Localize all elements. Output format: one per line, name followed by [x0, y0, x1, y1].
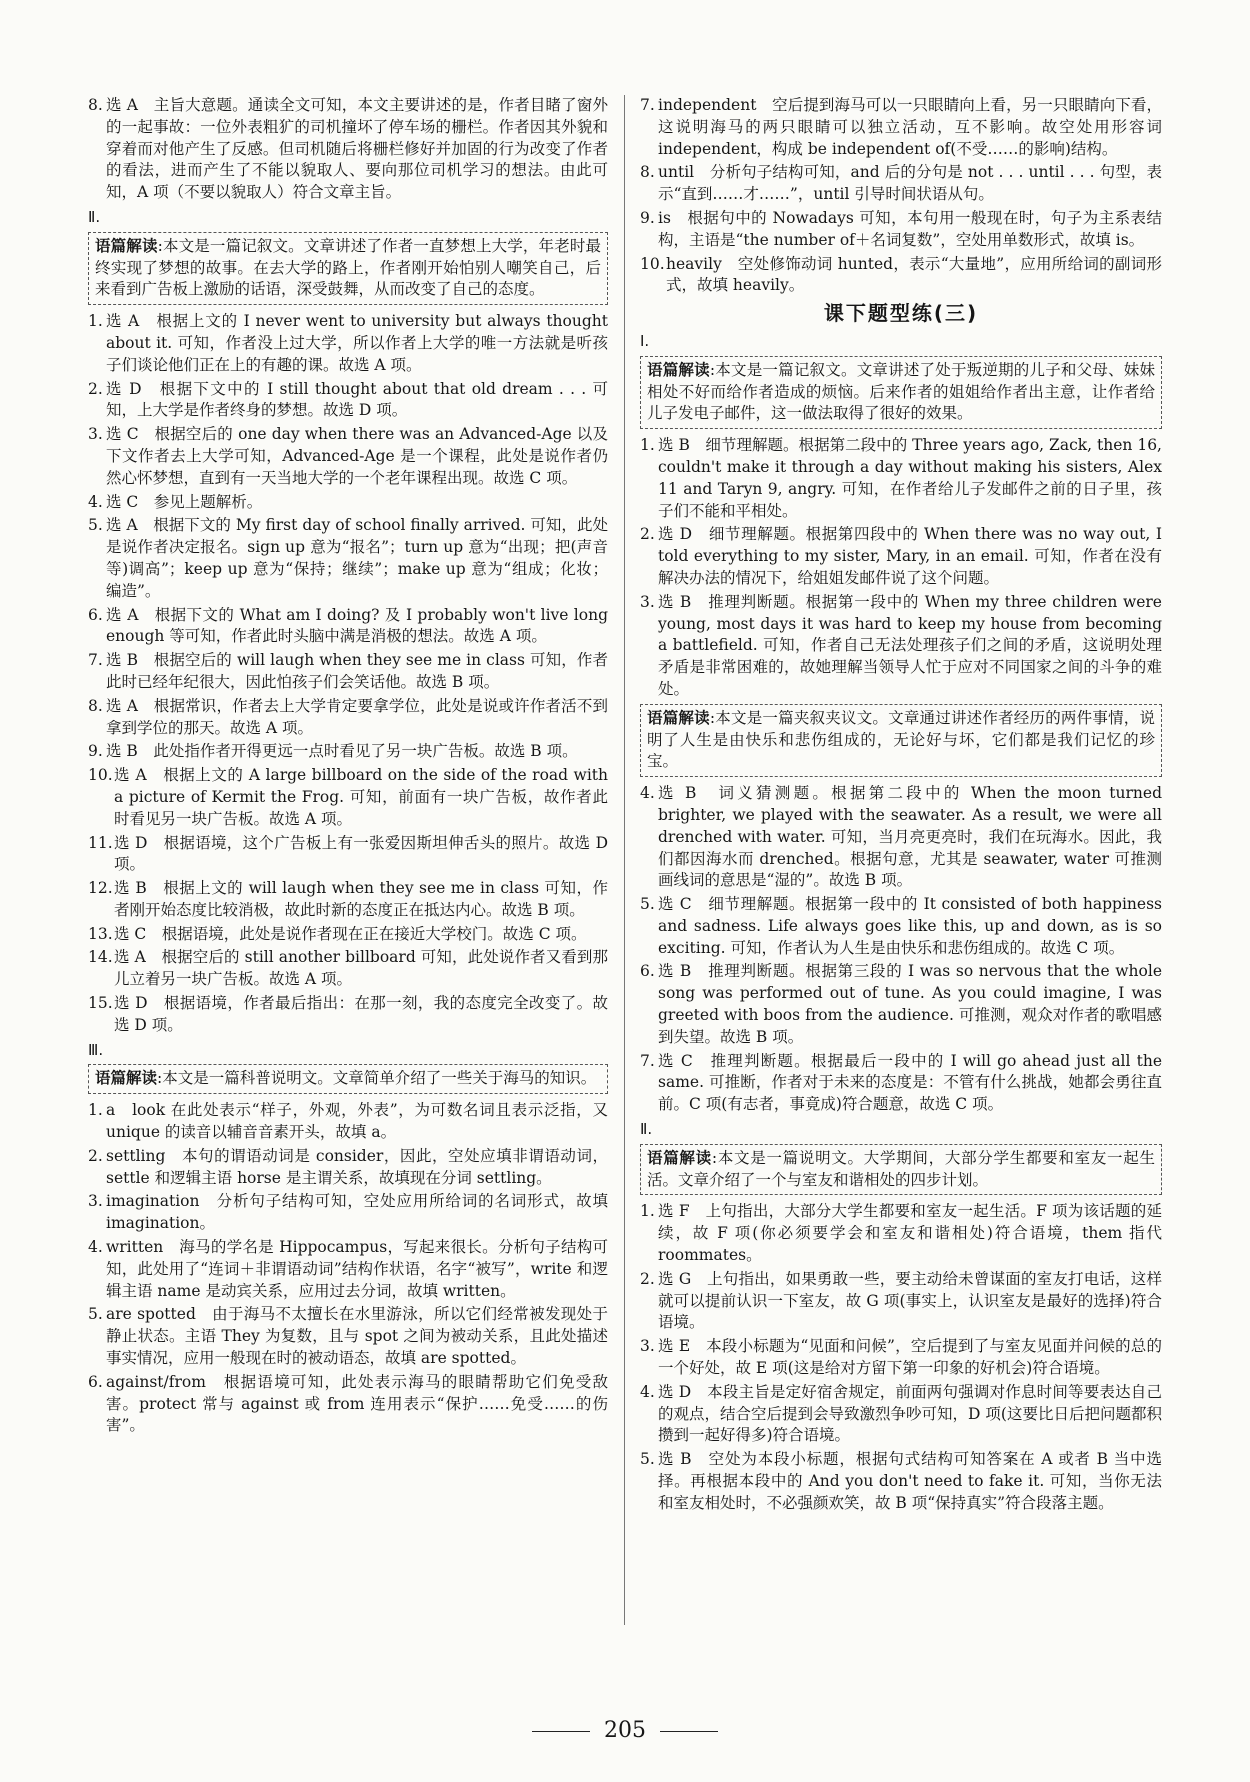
answer-item — [640, 1269, 1162, 1334]
item-text: 选 A 主旨大意题。通读全文可知，本文主要讲述的是，作者目睹了窗外的一起事故：一位外表粗犷的司机撞坏了停车场的栅栏。作者因其外貌和穿着而对他产生了反感。但司机随后将栅栏修好并加固的行为改变了作者的看法，进而产生了不能以貌取人、要向那位司机学习的想法。由此可知，A 项（不要以貌取人）符合文章主旨。 — [106, 96, 608, 202]
answer-item — [640, 162, 1162, 206]
answer-item — [88, 1237, 608, 1302]
answer-item — [88, 878, 608, 922]
item-text: 选 B 空处为本段小标题，根据句式结构可知答案在 A 或者 B 当中选择。再根据本段中的 And you don't need to fake it. 可知，当你无法和室友相处时，不必强颜欢笑，故 B 项“保持真实”符合段落主题。 — [658, 1450, 1162, 1512]
answer-item — [640, 894, 1162, 959]
item-number: 5. — [640, 1450, 655, 1469]
summary-text: :本文是一篇夹叙夹议文。文章通过讲述作者经历的两件事情，说明了人生是由快乐和悲伤组成的，无论好与坏，它们都是我们记忆的珍宝。 — [647, 708, 1155, 771]
item-number: 15. — [88, 994, 113, 1013]
item-text: 选 D 根据语境，这个广告板上有一张爱因斯坦伸舌头的照片。故选 D 项。 — [114, 833, 608, 874]
item-text: independent 空后提到海马可以一只眼睛向上看，另一只眼睛向下看，这说明海马的两只眼睛可以独立活动，互不影响。故空处用形容词 independent，构成 be independent of(不受……的影响)结构。 — [658, 96, 1162, 158]
item-text: 选 B 此处指作者开得更远一点时看见了另一块广告板。故选 B 项。 — [106, 742, 578, 761]
item-text: 选 B 词义猜测题。根据第二段中的 When the moon turned brighter, we played with the seawater. As a result, we were all drenched with water. 可知，当月亮更亮时，我们在玩海水。因此，我们都因海水而 drenched。根据句意，尤其是 seawater, water 可推测画线词的意思是“湿的”。故选 B 项。 — [658, 784, 1162, 890]
section-3-answers — [88, 1100, 608, 1437]
answer-item — [640, 1382, 1162, 1447]
item-text: is 根据句中的 Nowadays 可知，本句用一般现在时，句子为主系表结构，主语是“the number of＋名词复数”，空处用单数形式，故填 is。 — [658, 208, 1162, 249]
summary-label: 语篇解读 — [647, 1148, 712, 1167]
item-text: 选 C 推理判断题。根据最后一段中的 I will go ahead just all the same. 可推断，作者对于未来的态度是：不管有什么挑战，她都会勇往直前。C 项(有志者，事竟成)符合题意，故选 C 项。 — [658, 1051, 1162, 1114]
item-text: 选 C 细节理解题。根据第一段中的 It consisted of both happiness and sadness. Life always goes like this, up and down, as is so exciting. 可知，作者认为人生是由快乐和悲伤组成的。故选 C 项。 — [658, 895, 1162, 957]
answer-item — [88, 492, 608, 514]
answer-item — [88, 947, 608, 991]
item-text: 选 E 本段小标题为“见面和问候”，空后提到了与室友见面并问候的总的一个好处，故 E 项(这是给对方留下第一印象的好机会)符合语境。 — [658, 1337, 1162, 1378]
item-text: 选 C 根据语境，此处是说作者现在正在接近大学校门。故选 C 项。 — [114, 924, 587, 943]
item-number: 1. — [88, 1101, 103, 1120]
answer-item — [88, 379, 608, 423]
answer-item — [640, 435, 1162, 522]
answer-item — [88, 515, 608, 602]
item-text: 选 B 推理判断题。根据第一段中的 When my three children were young, most days it was hard to keep my house from becoming a battlefield. 可知，作者自己无法处理孩子们之间的矛盾，这说明处理矛盾是非常困难的，故她理解当领导人忙于应对不同国家之间的斗争的难处。 — [658, 592, 1162, 698]
answer-item — [88, 1191, 608, 1235]
item-number: 12. — [88, 879, 113, 898]
answer-item — [640, 1051, 1162, 1116]
answer-item — [88, 424, 608, 489]
item-text: 选 A 根据上文的 I never went to university but always thought about it. 可知，作者没上过大学，所以作者上大学的唯一方法就是听孩子们谈论他们正在上的有趣的课。故选 A 项。 — [106, 312, 608, 374]
answer-item — [640, 961, 1162, 1048]
item-number: 7. — [640, 96, 655, 114]
answer-item — [88, 924, 608, 946]
answer-item — [88, 650, 608, 694]
right-column — [640, 95, 1162, 1517]
item-number: 3. — [640, 592, 655, 611]
right-section-1-answers-b — [640, 783, 1162, 1116]
item-number: 4. — [88, 492, 103, 511]
right-section-1-answers-a — [640, 435, 1162, 701]
summary-text: :本文是一篇记叙文。文章讲述了作者一直梦想上大学，年老时最终实现了梦想的故事。在去大学的路上，作者刚开始怕别人嘲笑自己，后来看到广告板上激励的话语，深受鼓舞，从而改变了自己的态度。 — [95, 236, 601, 299]
item-number: 1. — [640, 436, 655, 455]
item-number: 6. — [640, 962, 655, 981]
summary-text: :本文是一篇说明文。大学期间，大部分学生都要和室友一起生活。文章介绍了一个与室友和谐相处的四步计划。 — [647, 1148, 1155, 1189]
item-number: 6. — [88, 605, 103, 624]
item-number: 11. — [88, 833, 113, 852]
answer-item — [88, 1304, 608, 1369]
answer-item — [88, 605, 608, 649]
column-divider — [624, 95, 625, 1625]
section-2-label: Ⅱ. — [88, 207, 101, 226]
item-text: 选 B 推理判断题。根据第三段的 I was so nervous that the whole song was performed out of tune. As you could imagine, I was greeted with boos from the audience. 可推测，观众对作者的歌唱感到失望。故选 B 项。 — [658, 962, 1162, 1046]
answer-item — [640, 208, 1162, 252]
item-text: 选 A 根据空后的 still another billboard 可知，此处说作者又看到那儿立着另一块广告板。故选 A 项。 — [114, 948, 608, 989]
answer-item — [640, 1201, 1162, 1266]
item-number: 3. — [88, 425, 103, 444]
passage-summary-box-2 — [88, 232, 608, 305]
item-number: 5. — [88, 1305, 103, 1324]
item-text: 选 D 根据语境，作者最后指出：在那一刻，我的态度完全改变了。故选 D 项。 — [114, 994, 608, 1034]
page-number-dash — [660, 1731, 718, 1732]
answer-item — [640, 254, 1162, 298]
item-number: 4. — [640, 784, 655, 803]
item-number: 7. — [88, 651, 103, 670]
item-number: 5. — [640, 895, 655, 914]
item-text: 选 A 根据下文的 My first day of school finally arrived. 可知，此处是说作者决定报名。sign up 意为“报名”；turn up 意为“出现；把(声音等)调高”；keep up 意为“保持；继续”；make up 意为“组成；化妆；编造”。 — [106, 516, 608, 600]
page-number-text: 205 — [604, 1718, 646, 1743]
item-number: 9. — [640, 208, 655, 227]
item-text: 选 D 本段主旨是定好宿舍规定，前面两句强调对作息时间等要表达自己的观点，结合空后提到会导致激烈争吵可知，D 项(这要比日后把问题都积攒到一起好得多)符合语境。 — [658, 1382, 1162, 1445]
item-text: 选 B 细节理解题。根据第二段中的 Three years ago, Zack, then 16, couldn't make it through a day without making his sisters, Alex 11 and Taryn 9, angry. 可知，在作者给儿子发邮件之前的日子里，孩子们不能和平相处。 — [658, 436, 1162, 520]
item-number: 7. — [640, 1051, 655, 1070]
item-text: until 分析句子结构可知，and 后的分句是 not . . . until . . . 句型，表示“直到……才……”，until 引导时间状语从句。 — [658, 163, 1162, 204]
answer-item — [640, 1449, 1162, 1514]
answer-item — [88, 833, 608, 877]
item-number: 2. — [640, 1269, 655, 1288]
answer-item — [88, 1100, 608, 1144]
item-number: 2. — [88, 1146, 103, 1165]
section-2-answers — [88, 311, 608, 1037]
passage-summary-box-3 — [88, 1064, 608, 1094]
section-3-label: Ⅲ. — [88, 1040, 104, 1059]
passage-summary-box-r1 — [640, 356, 1162, 429]
item-number: 8. — [640, 163, 655, 182]
item-number: 3. — [88, 1192, 103, 1211]
item-number: 2. — [640, 525, 655, 544]
item-number: 4. — [640, 1382, 655, 1401]
item-text: 选 B 根据上文的 will laugh when they see me in class 可知，作者刚开始态度比较消极，故此时新的态度正在抵达内心。故选 B 项。 — [114, 879, 608, 919]
item-number: 2. — [88, 379, 103, 398]
answer-item — [88, 95, 608, 204]
item-number: 1. — [88, 312, 103, 331]
answer-item — [88, 741, 608, 763]
left-top-items — [88, 95, 608, 204]
exercise-heading: 课下题型练(三) — [823, 301, 979, 326]
page-number — [0, 1718, 1250, 1743]
item-text: 选 A 根据下文的 What am I doing? 及 I probably won't live long enough 等可知，作者此时头脑中满是消极的想法。故选 A 项。 — [106, 605, 608, 646]
answer-item — [640, 1336, 1162, 1380]
item-number: 3. — [640, 1337, 655, 1356]
answer-item — [88, 1372, 608, 1437]
item-text: 选 D 根据下文中的 I still thought about that old dream . . . 可知，上大学是作者终身的梦想。故选 D 项。 — [106, 379, 608, 420]
item-number: 1. — [640, 1202, 655, 1221]
item-text: 选 B 根据空后的 will laugh when they see me in class 可知，作者此时已经年纪很大，因此怕孩子们会笑话他。故选 B 项。 — [106, 651, 608, 691]
answer-item — [640, 783, 1162, 892]
item-text: settling 本句的谓语动词是 consider，因此，空处应填非谓语动词，settle 和逻辑主语 horse 是主谓关系，故填现在分词 settling。 — [106, 1146, 608, 1187]
item-text: written 海马的学名是 Hippocampus，写起来很长。分析句子结构可知，此处用了“连词＋非谓语动词”结构作状语，名字“被写”，write 和逻辑主语 name 是动宾关系，应用过去分词，故填 written。 — [106, 1238, 608, 1300]
item-number: 4. — [88, 1238, 103, 1257]
answer-item — [88, 696, 608, 740]
answer-item — [88, 993, 608, 1037]
answer-item — [88, 765, 608, 830]
passage-summary-box-r3 — [640, 1144, 1162, 1196]
item-text: 选 C 参见上题解析。 — [106, 492, 263, 511]
item-number: 14. — [88, 948, 113, 967]
item-number: 13. — [88, 924, 113, 943]
item-number: 8. — [88, 96, 103, 114]
item-text: 选 G 上句指出，如果勇敢一些，要主动给未曾谋面的室友打电话，这样就可以提前认识一下室友，故 G 项(事实上，认识室友是最好的选择)符合语境。 — [658, 1269, 1162, 1332]
right-section-2-answers — [640, 1201, 1162, 1514]
passage-summary-box-r2 — [640, 704, 1162, 777]
right-section-1-label: Ⅰ. — [640, 331, 650, 350]
answer-item — [88, 1146, 608, 1190]
item-text: are spotted 由于海马不太擅长在水里游泳，所以它们经常被发现处于静止状态。主语 They 为复数，且与 spot 之间为被动关系，且此处描述事实情况，应用一般现在时的被动语态，故填 are spotted。 — [106, 1305, 608, 1368]
item-text: imagination 分析句子结构可知，空处应用所给词的名词形式，故填 imagination。 — [106, 1192, 608, 1233]
page-number-dash — [532, 1731, 590, 1732]
summary-label: 语篇解读 — [647, 708, 710, 727]
item-text: 选 D 细节理解题。根据第四段中的 When there was no way out, I told everything to my sister, Mary, in an email. 可知，作者在没有解决办法的情况下，给姐姐发邮件说了这个问题。 — [658, 525, 1162, 587]
section-3-answers-continued — [640, 95, 1162, 297]
item-number: 6. — [88, 1372, 103, 1391]
item-number: 10. — [88, 766, 113, 785]
summary-label: 语篇解读 — [95, 236, 158, 255]
summary-label: 语篇解读 — [647, 360, 710, 379]
item-text: 选 F 上句指出，大部分大学生都要和室友一起生活。F 项为该话题的延续，故 F 项(你必须要学会和室友和谐相处)符合语境，them 指代 roommates。 — [658, 1202, 1162, 1265]
answer-item — [640, 95, 1162, 160]
item-text: 选 A 根据上文的 A large billboard on the side of the road with a picture of Kermit the Frog. 可知，前面有一块广告板，故作者此时看见另一块广告板。故选 A 项。 — [114, 766, 608, 828]
item-number: 5. — [88, 516, 103, 535]
answer-item — [640, 524, 1162, 589]
right-section-2-label: Ⅱ. — [640, 1120, 653, 1139]
summary-label: 语篇解读 — [95, 1069, 158, 1088]
item-text: heavily 空处修饰动词 hunted，表示“大量地”，应用所给词的副词形式，故填 heavily。 — [666, 254, 1162, 295]
item-text: 选 A 根据常识，作者去上大学肯定要拿学位，此处是说或许作者活不到拿到学位的那天。故选 A 项。 — [106, 696, 608, 737]
answer-item — [640, 592, 1162, 701]
item-number: 10. — [640, 254, 665, 273]
summary-text: :本文是一篇科普说明文。文章简单介绍了一些关于海马的知识。 — [157, 1069, 597, 1088]
item-number: 8. — [88, 696, 103, 715]
item-text: 选 C 根据空后的 one day when there was an Advanced-Age 以及下文作者去上大学可知，Advanced-Age 是一个课程，此处是说作者仍然心怀梦想，直到有一天当地大学的一个老年课程出现。故选 C 项。 — [106, 425, 608, 487]
item-text: against/from 根据语境可知，此处表示海马的眼睛帮助它们免受敌害。protect 常与 against 或 from 连用表示“保护……免受……的伤害”。 — [106, 1372, 608, 1435]
answer-item — [88, 311, 608, 376]
item-text: a look 在此处表示“样子，外观，外表”，为可数名词且表示泛指，又 unique 的读音以辅音音素开头，故填 a。 — [106, 1101, 608, 1142]
summary-text: :本文是一篇记叙文。文章讲述了处于叛逆期的儿子和父母、妹妹相处不好而给作者造成的烦恼。后来作者的姐姐给作者出主意，让作者给儿子发电子邮件，这一做法取得了很好的效果。 — [647, 360, 1155, 423]
left-column — [88, 95, 608, 1439]
item-number: 9. — [88, 742, 103, 761]
